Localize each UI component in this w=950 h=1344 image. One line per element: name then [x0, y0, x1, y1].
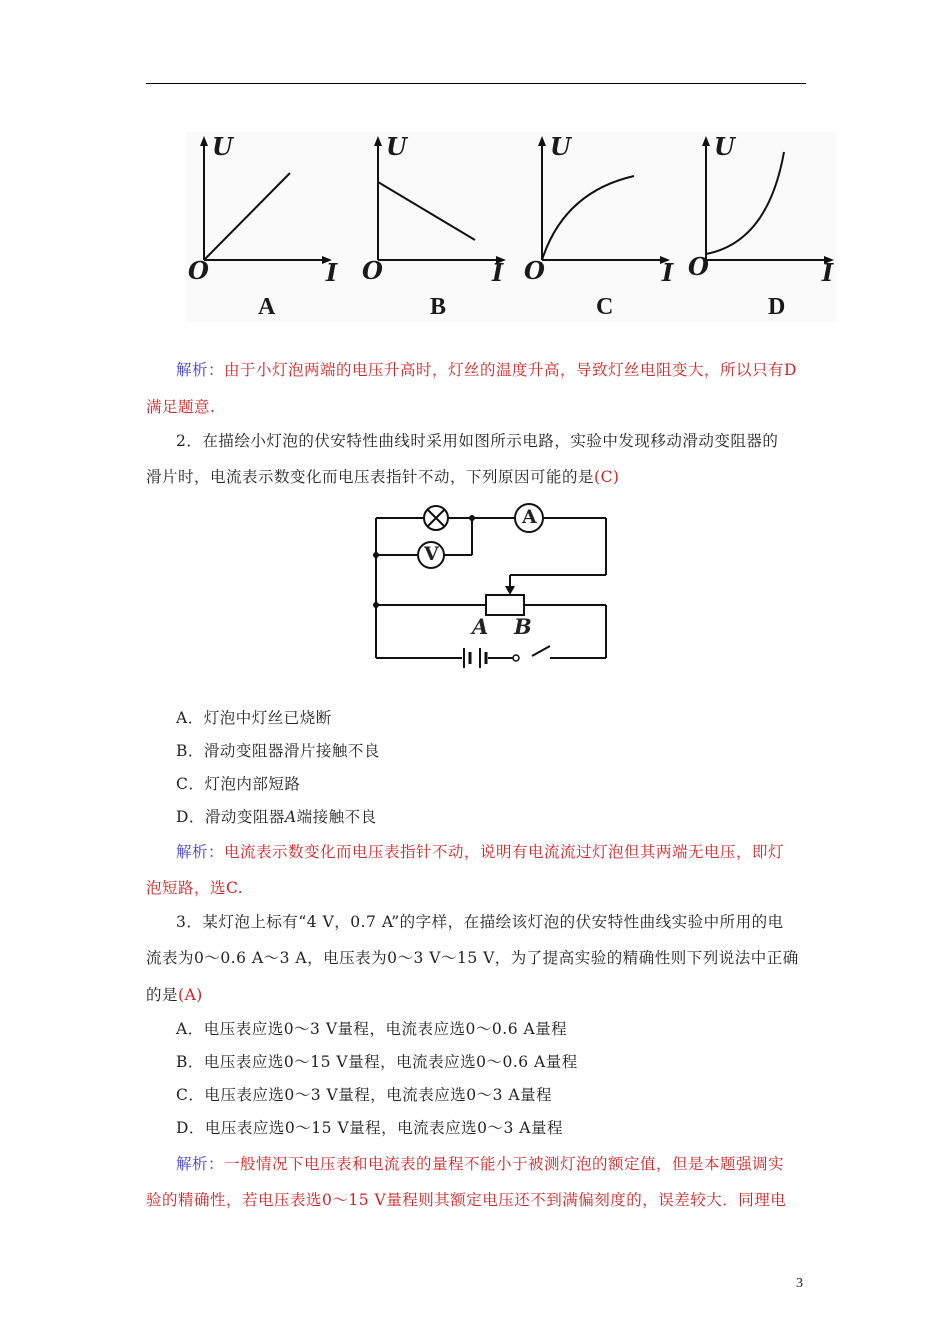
switch-icon [513, 655, 519, 661]
q3-option-c: C．电压表应选0～3 V量程，电流表应选0～3 A量程 [176, 1086, 553, 1104]
q3-analysis-line-1 [176, 1154, 846, 1174]
q3-option-d: D．电压表应选0～15 V量程，电流表应选0～3 A量程 [176, 1119, 563, 1137]
graph-a [186, 132, 352, 322]
q3-answer: (A) [178, 986, 203, 1004]
q2-option-b: B．滑动变阻器滑片接触不良 [176, 742, 380, 760]
graph-b-label: B [430, 294, 447, 320]
graph-d [688, 132, 854, 322]
q2-answer: (C) [594, 468, 620, 486]
q3-stem-line-3 [146, 985, 816, 1005]
graph-d-axis-y: U [714, 132, 735, 161]
q2-stem-text-2: 滑片时，电流表示数变化而电压表指针不动，下列原因可能的是 [146, 468, 595, 486]
page-number: 3 [796, 1276, 803, 1291]
terminal-a-label: A [472, 614, 489, 639]
ui-graphs-figure [186, 132, 836, 322]
rheostat-icon [486, 595, 524, 615]
q2-analysis-label: 解析： [176, 843, 225, 861]
terminal-b-label: B [514, 614, 532, 639]
q1-analysis-line-1 [176, 360, 846, 380]
graph-c-axis-y: U [550, 132, 571, 161]
q3-analysis-text-1: 一般情况下电压表和电流表的量程不能小于被测灯泡的额定值，但是本题强调实 [224, 1155, 785, 1173]
graph-b-axis-y: U [386, 132, 407, 161]
circuit-wiring [366, 500, 616, 675]
graph-d-curve [706, 152, 784, 254]
graph-c-label: C [596, 294, 614, 320]
graph-c-origin: O [524, 256, 545, 285]
header-rule [146, 83, 806, 84]
graph-d-origin: O [688, 252, 709, 281]
graph-a-label: A [258, 294, 276, 320]
graph-a-origin: O [188, 256, 209, 285]
q2-analysis-line-2: 泡短路，选C. [146, 879, 244, 897]
voltmeter-label: V [424, 543, 439, 565]
rheostat-slider-arrow [505, 586, 515, 595]
graph-a-axis-x: I [326, 258, 338, 287]
graph-c-axis-x: I [662, 258, 674, 287]
graph-d-label: D [768, 294, 786, 320]
graph-c-curve [542, 176, 634, 260]
q2-analysis-line-1 [176, 842, 846, 862]
q2-option-d-terminal: A [284, 808, 297, 826]
q2-option-d-suffix: 端接触不良 [296, 808, 377, 826]
graph-b [360, 132, 526, 322]
q2-option-d-prefix: D．滑动变阻器 [176, 808, 285, 826]
circuit-diagram [366, 500, 616, 675]
q2-analysis-text-1: 电流表示数变化而电压表指针不动，说明有电流流过灯泡但其两端无电压，即灯 [224, 843, 785, 861]
q3-option-b: B．电压表应选0～15 V量程，电流表应选0～0.6 A量程 [176, 1053, 578, 1071]
graph-b-origin: O [362, 256, 383, 285]
q1-analysis-label: 解析： [176, 361, 225, 379]
graph-a-axis-y: U [212, 132, 233, 161]
ammeter-label: A [522, 506, 537, 528]
graph-c [524, 132, 690, 322]
q3-analysis-line-2: 验的精确性，若电压表选0～15 V量程则其额定电压还不到满偏刻度的，误差较大．同理电 [146, 1191, 787, 1209]
q2-stem-line-2 [146, 467, 816, 487]
graph-b-axis-x: I [492, 258, 504, 287]
q3-analysis-label: 解析： [176, 1155, 225, 1173]
graph-a-curve [204, 173, 290, 260]
q1-analysis-line-2: 满足题意. [146, 398, 216, 416]
graph-b-curve [378, 182, 475, 240]
q2-option-d [176, 807, 846, 827]
graph-d-axis-x: I [822, 258, 834, 287]
q1-analysis-text-1: 由于小灯泡两端的电压升高时，灯丝的温度升高，导致灯丝电阻变大，所以只有D [224, 361, 797, 379]
q3-stem-line-1: 3．某灯泡上标有“4 V，0.7 A”的字样，在描绘该灯泡的伏安特性曲线实验中所用的电 [176, 913, 784, 931]
q2-stem-line-1: 2．在描绘小灯泡的伏安特性曲线时采用如图所示电路，实验中发现移动滑动变阻器的 [176, 432, 779, 450]
q2-option-a: A．灯泡中灯丝已烧断 [176, 709, 332, 727]
q3-option-a: A．电压表应选0～3 V量程，电流表应选0～0.6 A量程 [176, 1020, 568, 1038]
q3-stem-line-2: 流表为0～0.6 A～3 A，电压表为0～3 V～15 V，为了提高实验的精确性则下列说法中正确 [146, 949, 799, 967]
q2-option-c: C．灯泡内部短路 [176, 775, 301, 793]
q3-stem-text-3: 的是 [146, 986, 179, 1004]
